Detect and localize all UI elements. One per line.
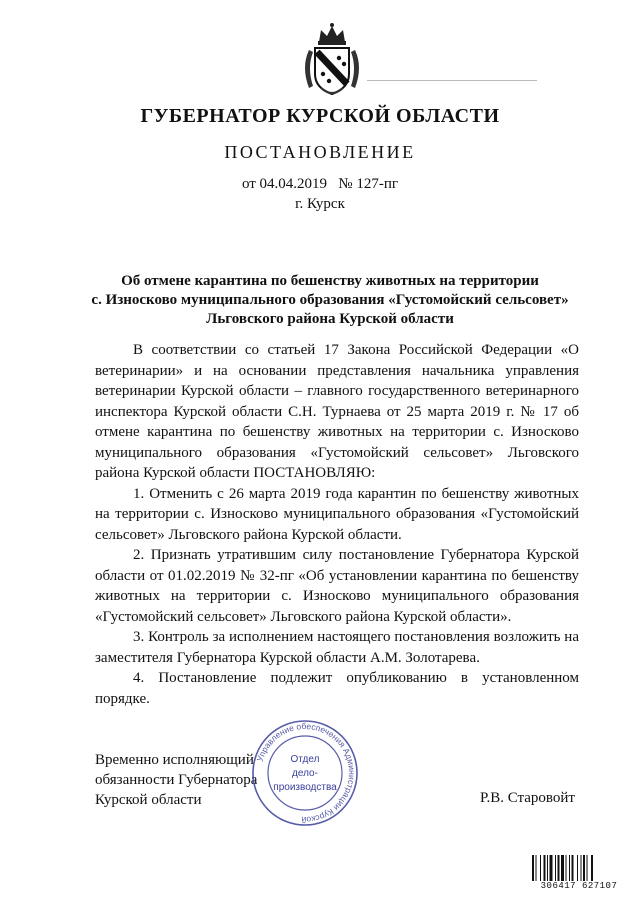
document-subject: [80, 272, 580, 329]
stamp-line: Отдел: [290, 754, 320, 765]
subject-line: с. Износково муниципального образования «Густомойский сельсовет»: [91, 292, 569, 308]
date-and-number: от 04.04.2019 № 127-пг: [241, 176, 399, 192]
signatory-line: Временно исполняющий: [95, 752, 254, 768]
subject-line: Об отмене карантина по бешенству животных на территории: [121, 273, 539, 289]
resolution-item-1: 1. Отменить с 26 марта 2019 года карантин по бешенству животных на территории с. Износково муниципального образования «Густомойский сельсовет» Льговского района Курской области.: [95, 485, 579, 543]
signatory-title: [95, 750, 257, 810]
resolution-item-3: 3. Контроль за исполнением настоящего постановления возложить на заместителя Губернатора Курской области А.М. Золотарева.: [95, 629, 579, 666]
document-body: [95, 340, 579, 709]
intro-paragraph: В соответствии со статьей 17 Закона Российской Федерации «О ветеринарии» и на основании представления начальника управления ветеринарии Курской области – главного государственного ветеринарного инспектора Курской области С.Н. Турнаева от 25 марта 2019 г. № 17 об отмене карантина по бешенству животных на территории с. Износково муниципального образования «Густомойский сельсовет» Льговского района Курской области ПОСТАНОВЛЯЮ:: [95, 342, 579, 481]
stamp-ring-text: Управление обеспечения Администрации Курской: [254, 720, 358, 826]
resolution-item-2: 2. Признать утратившим силу постановление Губернатора Курской области от 01.02.2019 № 32-пг «Об установлении карантина по бешенству животных на территории с. Износково муниципального образования «Густомойский сельсовет» Льговского района Курской области».: [95, 547, 579, 625]
resolution-item-4: 4. Постановление подлежит опубликованию в установленном порядке.: [95, 670, 579, 707]
office-stamp: [250, 718, 360, 828]
stamp-line: дело-: [292, 768, 318, 779]
authority-title: ГУБЕРНАТОР КУРСКОЙ ОБЛАСТИ: [140, 105, 500, 127]
signer-name: Р.В. Старовойт: [480, 790, 575, 806]
barcode-number: 306417 627107: [530, 881, 628, 891]
signatory-line: Курской области: [95, 792, 202, 808]
city: г. Курск: [295, 196, 345, 212]
stamp-line: производства: [273, 782, 337, 793]
signatory-line: обязанности Губернатора: [95, 772, 258, 788]
header-rule: [367, 80, 537, 81]
document-type: ПОСТАНОВЛЕНИЕ: [224, 142, 416, 162]
coat-of-arms-icon: [299, 22, 365, 98]
subject-line: Льговского района Курской области: [206, 311, 454, 327]
